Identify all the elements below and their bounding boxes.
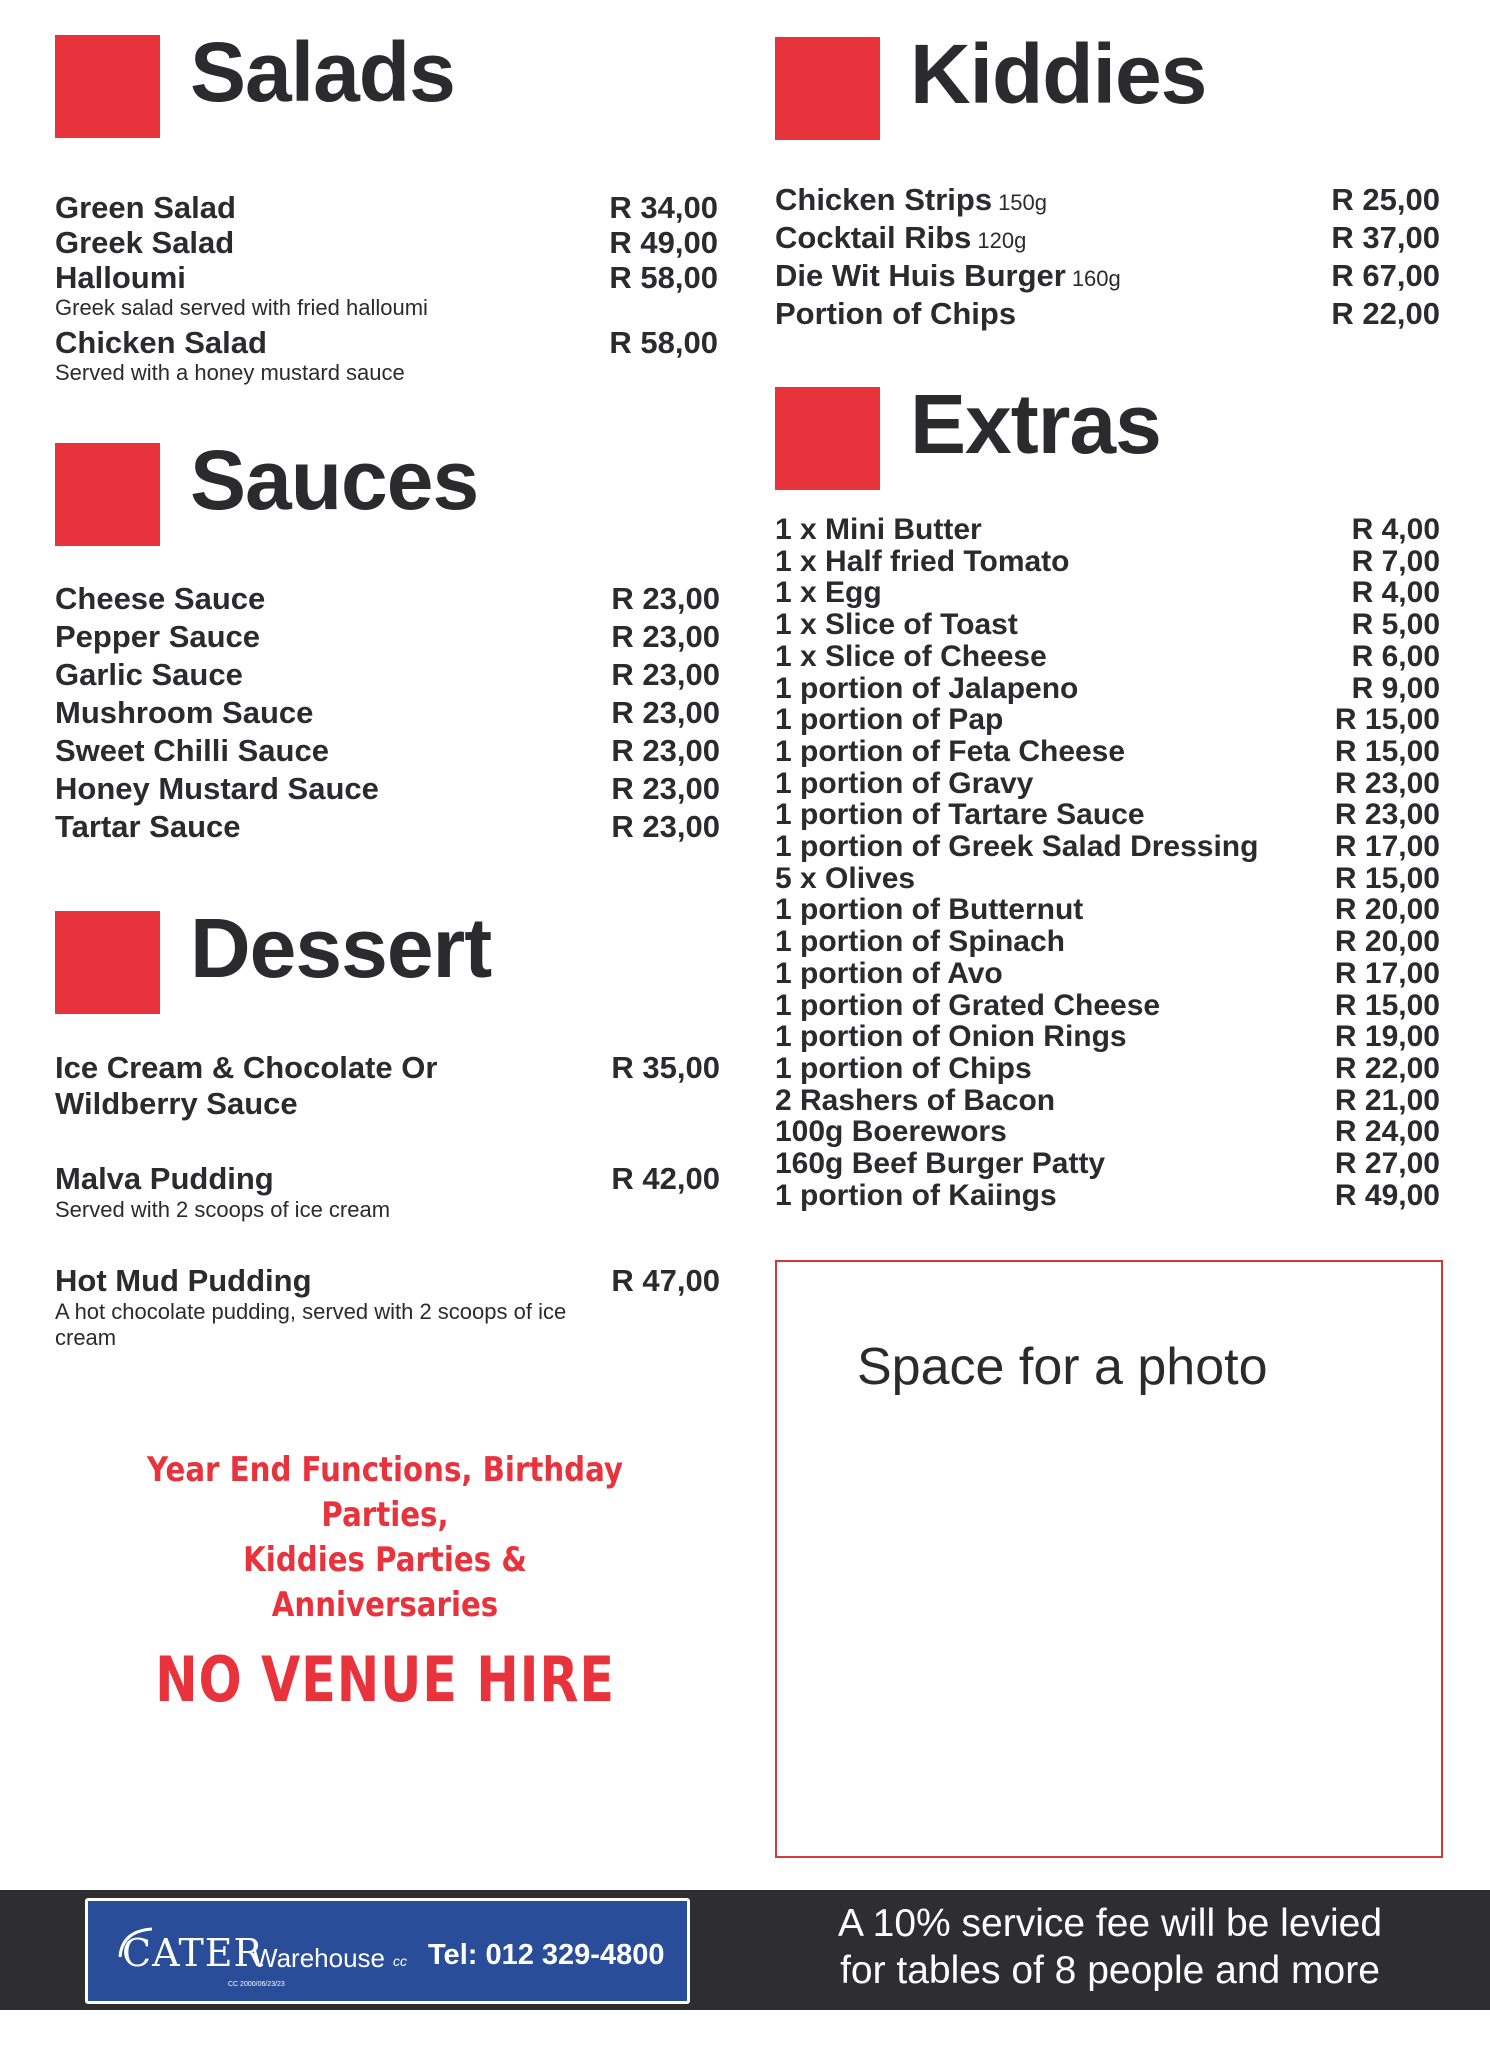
logo-brand: CATER [122,1931,264,1975]
item-price: R 49,00 [1334,1178,1440,1212]
menu-item [775,926,1440,958]
salads-red-square [55,35,160,138]
service-fee-line-2: for tables of 8 people and more [840,1949,1380,1992]
menu-item [775,1180,1440,1212]
item-price: R 17,00 [1334,830,1440,864]
menu-item [775,799,1440,831]
menu-item [775,514,1440,546]
menu-item [775,736,1440,768]
item-name: 1 portion of Avo [775,956,1003,990]
item-description: Served with a honey mustard sauce [55,360,405,386]
menu-item [55,325,720,386]
cater-warehouse-logo [85,1898,690,2004]
item-price: R 58,00 [609,325,718,361]
item-price: R 23,00 [611,733,720,768]
item-price: R 20,00 [1334,893,1440,927]
menu-item [775,673,1440,705]
item-name: Chicken Strips 150g [775,182,1048,217]
item-name: 1 portion of Chips [775,1051,1032,1085]
dessert-items [55,1050,720,1352]
item-name: 1 x Slice of Toast [775,608,1018,642]
logo-registration: CC 2000/06/23/23 [228,1981,285,1988]
menu-item [775,641,1440,673]
menu-item [55,808,720,846]
item-name: Pepper Sauce [55,619,261,654]
sauces-section [55,433,720,846]
dessert-header [55,901,720,1016]
item-name: Garlic Sauce [55,657,243,692]
item-name: Portion of Chips [775,296,1017,331]
footer-bar [0,1890,1490,2010]
promo-line-3: Anniversaries [271,1585,499,1625]
item-price: R 23,00 [1334,766,1440,800]
item-price: R 49,00 [609,225,718,260]
item-price: R 15,00 [1334,703,1440,737]
menu-item [55,580,720,618]
item-name: Malva Pudding [55,1161,274,1197]
kiddies-header [775,27,1440,142]
menu-item [775,768,1440,800]
extras-header [775,377,1440,492]
item-price: R 27,00 [1334,1147,1440,1181]
item-price: R 58,00 [609,260,718,295]
dessert-section [55,901,720,1392]
kiddies-title: Kiddies [910,27,1207,121]
item-price: R 23,00 [611,695,720,730]
menu-item [55,1050,720,1121]
menu-item [55,656,720,694]
item-name: 1 x Slice of Cheese [775,639,1047,673]
menu-item [55,1263,720,1351]
kiddies-red-square [775,37,880,140]
item-name: 100g Boerewors [775,1115,1007,1149]
sauces-header [55,433,720,548]
item-name: 5 x Olives [775,861,916,895]
item-name: Ice Cream & Chocolate Or Wildberry Sauce [55,1050,438,1121]
telephone-number: Tel: 012 329-4800 [428,1939,665,1971]
menu-item [55,1161,720,1223]
left-column [55,25,720,1351]
item-price: R 23,00 [611,581,720,616]
item-name: 1 portion of Greek Salad Dressing [775,830,1259,864]
menu-item [775,182,1440,220]
item-price: R 67,00 [1331,258,1440,293]
item-price: R 20,00 [1334,925,1440,959]
salads-title: Salads [190,25,455,119]
item-name: Hot Mud Pudding [55,1263,312,1299]
item-name: Die Wit Huis Burger 160g [775,258,1121,293]
extras-red-square [775,387,880,490]
promo-line-2: Kiddies Parties & [243,1540,527,1580]
menu-item [775,258,1440,296]
item-name: 1 x Egg [775,576,882,610]
item-price: R 25,00 [1331,182,1440,217]
item-price: R 23,00 [611,657,720,692]
kiddies-items [775,182,1440,331]
item-name: 1 portion of Onion Rings [775,1020,1127,1054]
item-price: R 15,00 [1334,861,1440,895]
service-fee-notice [740,1900,1480,1994]
item-price: R 9,00 [1351,671,1440,705]
item-name: Sweet Chilli Sauce [55,733,329,768]
menu-item [775,831,1440,863]
item-price: R 47,00 [611,1263,720,1299]
item-price: R 37,00 [1331,220,1440,255]
item-name: 1 portion of Jalapeno [775,671,1079,705]
item-name: Chicken Salad [55,325,267,361]
logo-sub: Warehouse [253,1943,385,1973]
menu-item [775,894,1440,926]
item-name: Cocktail Ribs 120g [775,220,1027,255]
dessert-red-square [55,911,160,1014]
item-price: R 24,00 [1334,1115,1440,1149]
item-name: 1 portion of Butternut [775,893,1084,927]
promo-block [55,1448,715,1720]
menu-item [775,220,1440,258]
sauces-red-square [55,443,160,546]
item-price: R 35,00 [611,1050,720,1085]
salads-section [55,25,720,387]
menu-item [775,863,1440,895]
item-price: R 22,00 [1334,1051,1440,1085]
item-size: 160g [1071,266,1121,291]
item-price: R 42,00 [611,1161,720,1197]
item-price: R 4,00 [1351,513,1440,546]
item-name: Honey Mustard Sauce [55,771,379,806]
item-name: 1 portion of Feta Cheese [775,734,1126,768]
menu-item [775,1085,1440,1117]
menu-item [55,694,720,732]
item-name: 1 portion of Tartare Sauce [775,798,1145,832]
item-name: Mushroom Sauce [55,695,314,730]
extras-section [775,377,1440,1212]
menu-item [775,609,1440,641]
item-price: R 5,00 [1351,608,1440,642]
menu-item [775,990,1440,1022]
menu-item [775,1148,1440,1180]
item-name: Greek Salad [55,225,235,260]
menu-item [55,225,720,260]
kiddies-section [775,27,1440,331]
item-name: 1 portion of Grated Cheese [775,988,1161,1022]
menu-item [55,260,720,321]
item-price: R 19,00 [1334,1020,1440,1054]
item-price: R 23,00 [611,809,720,844]
sauces-items [55,580,720,846]
item-name: 160g Beef Burger Patty [775,1147,1106,1181]
item-price: R 6,00 [1351,639,1440,673]
item-name: Cheese Sauce [55,581,266,616]
item-description: Greek salad served with fried halloumi [55,295,428,320]
menu-item [775,1053,1440,1085]
menu-item [775,546,1440,578]
menu-item [55,618,720,656]
item-name: Tartar Sauce [55,809,241,844]
item-price: R 15,00 [1334,988,1440,1022]
menu-item [775,958,1440,990]
menu-item [775,296,1440,331]
item-price: R 4,00 [1351,576,1440,610]
logo-cc: cc [393,1953,407,1969]
item-name: 1 portion of Spinach [775,925,1065,959]
item-name: Halloumi [55,260,186,295]
salads-header [55,25,720,140]
item-name: 1 portion of Pap [775,703,1004,737]
menu-item [55,732,720,770]
menu-item [55,190,720,225]
menu-item [775,1116,1440,1148]
item-name: 1 x Mini Butter [775,513,982,546]
item-name: 1 portion of Kaiings [775,1178,1057,1212]
menu-item [775,577,1440,609]
item-price: R 23,00 [1334,798,1440,832]
promo-line-1: Year End Functions, Birthday Parties, [147,1450,623,1535]
menu-item [55,770,720,808]
item-price: R 17,00 [1334,956,1440,990]
right-column [775,27,1440,1212]
item-name: 1 portion of Gravy [775,766,1034,800]
item-size: 150g [998,190,1048,215]
item-description: A hot chocolate pudding, served with 2 scoops of ice cream [55,1298,567,1351]
item-size: 120g [977,228,1027,253]
item-price: R 15,00 [1334,734,1440,768]
dessert-title: Dessert [190,901,492,995]
item-name: 1 x Half fried Tomato [775,544,1070,578]
extras-items [775,514,1440,1211]
item-name: Green Salad [55,190,236,225]
menu-item [775,1021,1440,1053]
item-description: Served with 2 scoops of ice cream [55,1196,391,1222]
item-price: R 34,00 [609,190,718,225]
item-price: R 21,00 [1334,1083,1440,1117]
photo-placeholder [775,1260,1443,1858]
menu-item [775,704,1440,736]
item-price: R 23,00 [611,619,720,654]
item-price: R 23,00 [611,771,720,806]
item-price: R 22,00 [1331,296,1440,331]
extras-title: Extras [910,377,1161,471]
sauces-title: Sauces [190,433,479,527]
service-fee-line-1: A 10% service fee will be levied [837,1902,1383,1945]
item-price: R 7,00 [1351,544,1440,578]
salads-items [55,190,720,387]
no-venue-hire: NO VENUE HIRE [155,1643,615,1716]
item-name: 2 Rashers of Bacon [775,1083,1056,1117]
photo-placeholder-label: Space for a photo [857,1338,1268,1396]
